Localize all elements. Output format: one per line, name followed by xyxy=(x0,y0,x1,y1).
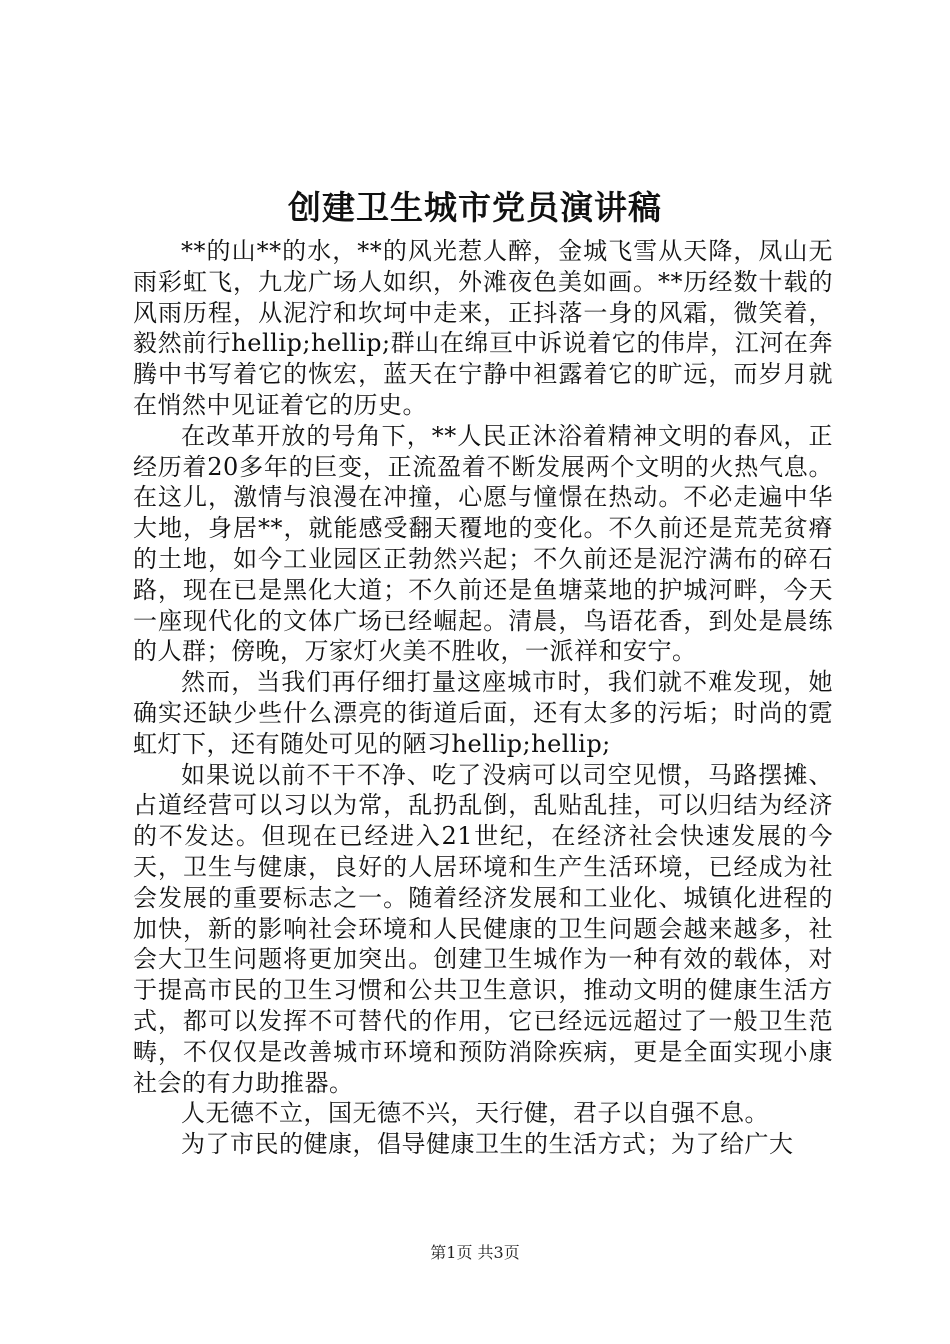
paragraph-3: 然而，当我们再仔细打量这座城市时，我们就不难发现，她确实还缺少些什么漂亮的街道后面，还有太多的污垢；时尚的霓虹灯下，还有随处可见的陋习hellip;hellip; xyxy=(133,668,833,758)
paragraph-1: **的山**的水，**的风光惹人醉，金城飞雪从天降，凤山无雨彩虹飞，九龙广场人如织，外滩夜色美如画。**历经数十载的风雨历程，从泥泞和坎坷中走来，正抖落一身的风霜，微笑着，毅然前行hellip;hellip;群山在绵亘中诉说着它的伟岸，江河在奔腾中书写着它的恢宏，蓝天在宁静中袒露着它的旷远，而岁月就在悄然中见证着它的历史。 xyxy=(133,237,833,419)
paragraph-5: 人无德不立，国无德不兴，天行健，君子以自强不息。 xyxy=(181,1099,769,1128)
document-title: 创建卫生城市党员演讲稿 xyxy=(288,188,662,227)
page-number-footer: 第1页 共3页 xyxy=(430,1243,520,1262)
paragraph-6: 为了市民的健康，倡导健康卫生的生活方式；为了给广大 xyxy=(181,1130,794,1159)
paragraph-2: 在改革开放的号角下，**人民正沐浴着精神文明的春风，正经历着20多年的巨变，正流盈着不断发展两个文明的火热气息。在这儿，激情与浪漫在冲撞，心愿与憧憬在热动。不必走遍中华大地，身居**，就能感受翻天覆地的变化。不久前还是荒芜贫瘠的土地，如今工业园区正勃然兴起；不久前还是泥泞满布的碎石路，现在已是黑化大道；不久前还是鱼塘菜地的护城河畔，今天一座现代化的文体广场已经崛起。清晨，鸟语花香，到处是晨练的人群；傍晚，万家灯火美不胜收，一派祥和安宁。 xyxy=(133,421,833,666)
document-body xyxy=(133,236,833,1160)
paragraph-4: 如果说以前不干不净、吃了没病可以司空见惯，马路摆摊、占道经营可以习以为常，乱扔乱倒，乱贴乱挂，可以归结为经济的不发达。但现在已经进入21世纪，在经济社会快速发展的今天，卫生与健康，良好的人居环境和生产生活环境，已经成为社会发展的重要标志之一。随着经济发展和工业化、城镇化进程的加快，新的影响社会环境和人民健康的卫生问题会越来越多，社会大卫生问题将更加突出。创建卫生城作为一种有效的载体，对于提高市民的卫生习惯和公共卫生意识，推动文明的健康生活方式，都可以发挥不可替代的作用，它已经远远超过了一般卫生范畴，不仅仅是改善城市环境和预防消除疾病，更是全面实现小康社会的有力助推器。 xyxy=(133,760,833,1097)
